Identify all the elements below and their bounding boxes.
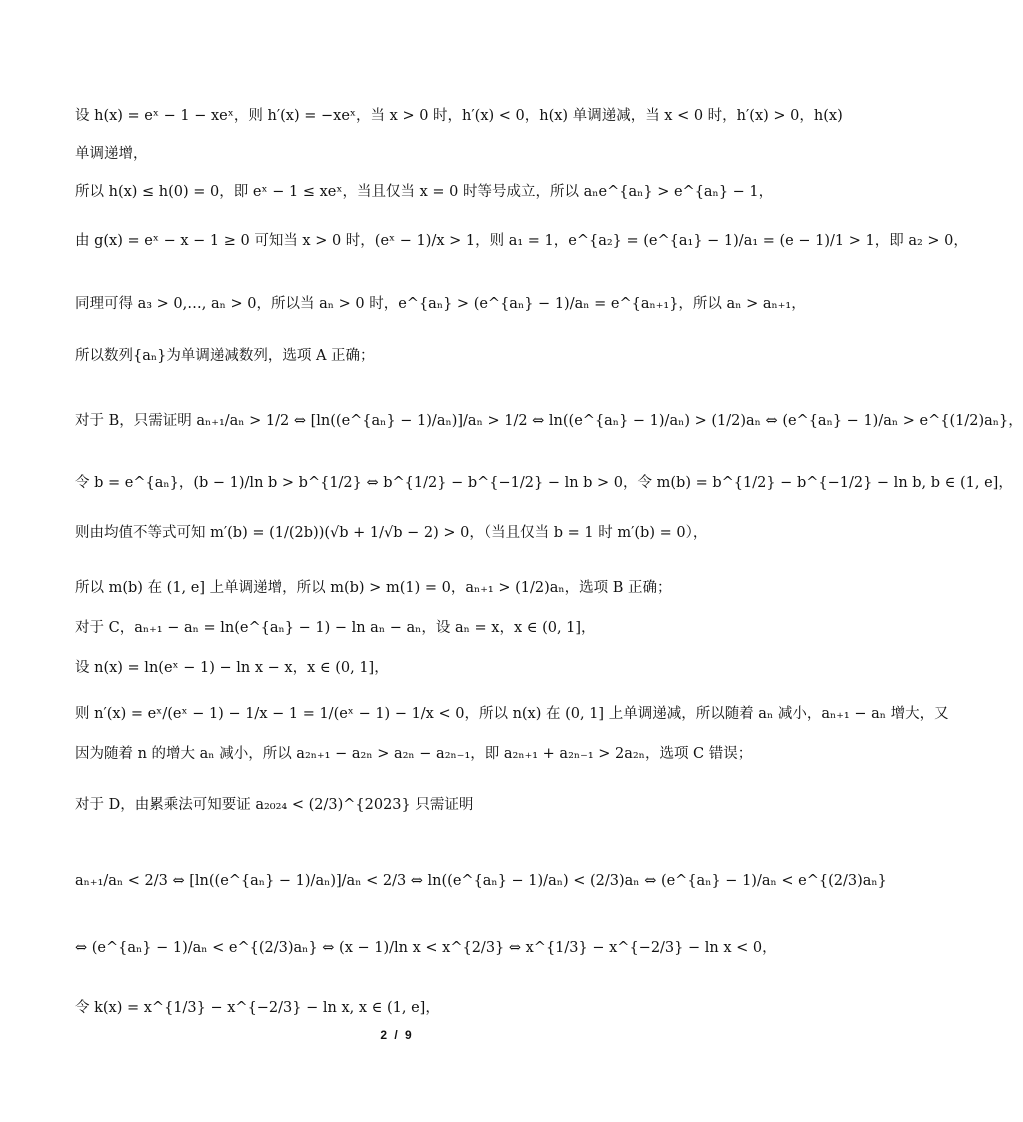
text-line: 设 n(x) = ln(eˣ − 1) − ln x − x，x ∈ (0, 1]， [75,660,389,676]
text-line: 所以 m(b) 在 (1, e] 上单调递增，所以 m(b) > m(1) = 0，aₙ₊₁ > (1/2)aₙ，选项 B 正确； [75,580,672,596]
text-line: 因为随着 n 的增大 aₙ 减小，所以 a₂ₙ₊₁ − a₂ₙ > a₂ₙ − a₂ₙ₋₁，即 a₂ₙ₊₁ + a₂ₙ₋₁ > 2a₂ₙ，选项 C 错误； [75,746,753,762]
text-line: 则由均值不等式可知 m′(b) = (1/(2b))(√b + 1/√b − 2) > 0，（当且仅当 b = 1 时 m′(b) = 0）， [75,525,708,541]
text-line: 同理可得 a₃ > 0,…, aₙ > 0，所以当 aₙ > 0 时，e^{aₙ} > (e^{aₙ} − 1)/aₙ = e^{aₙ₊₁}，所以 aₙ > aₙ₊₁， [75,296,806,312]
text-line: 所以数列{aₙ}为单调递减数列，选项 A 正确； [75,348,375,364]
text-line: 对于 D，由累乘法可知要证 a₂₀₂₄ < (2/3)^{2023} 只需证明 [75,797,474,813]
page-number: 2 / 9 [380,1028,414,1042]
text-line: 由 g(x) = eˣ − x − 1 ≥ 0 可知当 x > 0 时，(eˣ − 1)/x > 1，则 a₁ = 1，e^{a₂} = (e^{a₁} − 1)/a₁ = (e − 1)/1 > 1，即 a₂ > 0， [75,233,968,249]
text-line: 令 b = e^{aₙ}，(b − 1)/ln b > b^{1/2} ⇔ b^{1/2} − b^{−1/2} − ln b > 0，令 m(b) = b^{1/2} − b^{−1/2} − ln b, b ∈ (1, e]， [75,475,1013,491]
text-line: 对于 B，只需证明 aₙ₊₁/aₙ > 1/2 ⇔ [ln((e^{aₙ} − 1)/aₙ)]/aₙ > 1/2 ⇔ ln((e^{aₙ} − 1)/aₙ) > (1/2)aₙ ⇔ (e^{aₙ} − 1)/aₙ > e^{(1/2)aₙ}， [75,413,1023,429]
text-line: 设 h(x) = eˣ − 1 − xeˣ，则 h′(x) = −xeˣ，当 x > 0 时，h′(x) < 0，h(x) 单调递减，当 x < 0 时，h′(x) > 0，h(x) [75,108,843,124]
text-line: 所以 h(x) ≤ h(0) = 0，即 eˣ − 1 ≤ xeˣ，当且仅当 x = 0 时等号成立，所以 aₙe^{aₙ} > e^{aₙ} − 1， [75,184,774,200]
text-line: ⇔ (e^{aₙ} − 1)/aₙ < e^{(2/3)aₙ} ⇔ (x − 1)/ln x < x^{2/3} ⇔ x^{1/3} − x^{−2/3} − ln x < 0， [75,940,777,956]
text-line: aₙ₊₁/aₙ < 2/3 ⇔ [ln((e^{aₙ} − 1)/aₙ)]/aₙ < 2/3 ⇔ ln((e^{aₙ} − 1)/aₙ) < (2/3)aₙ ⇔ (e^{aₙ} − 1)/aₙ < e^{(2/3)aₙ} [75,873,887,889]
text-line: 单调递增， [75,146,148,162]
text-line: 令 k(x) = x^{1/3} − x^{−2/3} − ln x, x ∈ (1, e]， [75,1000,440,1016]
text-line: 对于 C，aₙ₊₁ − aₙ = ln(e^{aₙ} − 1) − ln aₙ − aₙ，设 aₙ = x，x ∈ (0, 1]， [75,620,596,636]
text-line: 则 n′(x) = eˣ/(eˣ − 1) − 1/x − 1 = 1/(eˣ − 1) − 1/x < 0，所以 n(x) 在 (0, 1] 上单调递减，所以随着 aₙ 减小，aₙ₊₁ − aₙ 增大，又 [75,706,949,722]
